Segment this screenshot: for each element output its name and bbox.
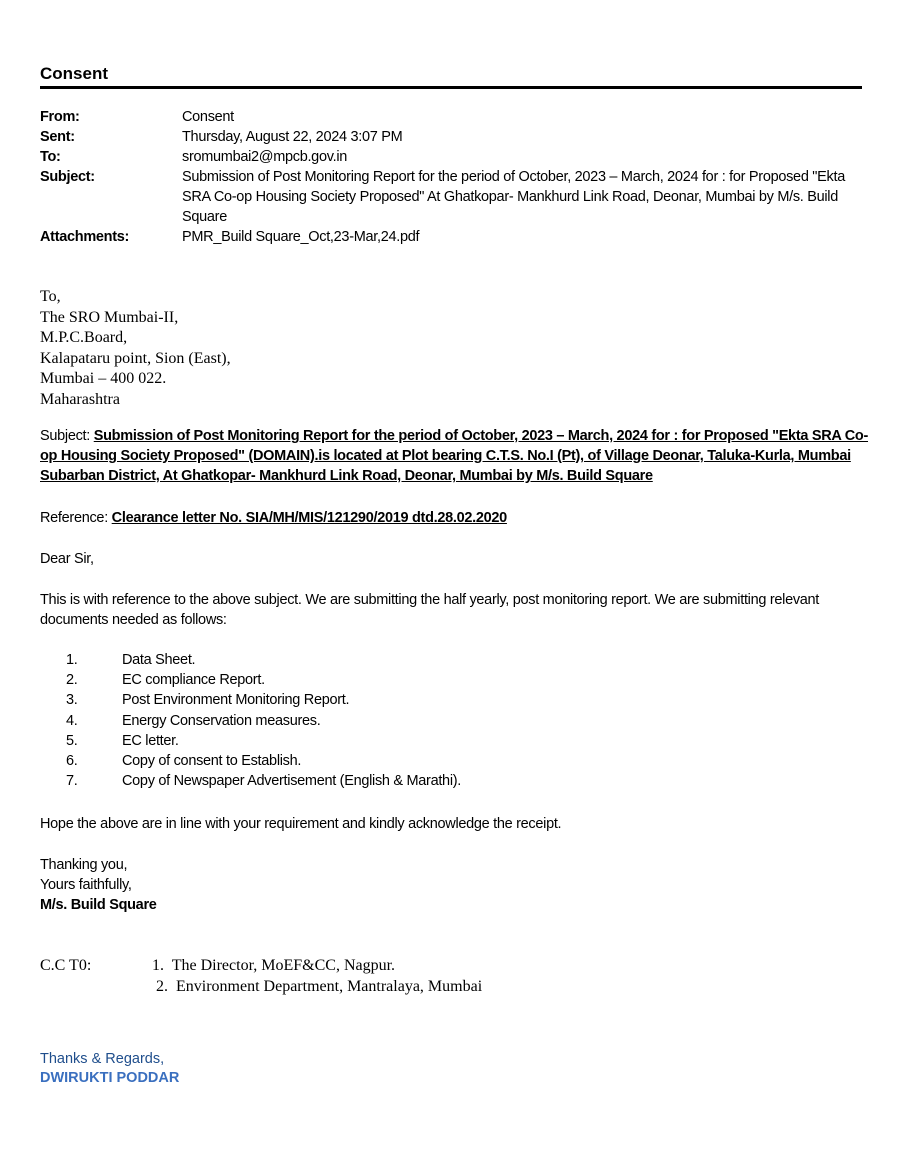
subject-label: Subject: [40, 428, 94, 444]
greeting: Dear Sir, [40, 551, 94, 567]
header-label: From: [40, 109, 80, 125]
header-subject [40, 167, 870, 227]
list-item: 7. Copy of Newspaper Advertisement (English & Marathi). [66, 773, 461, 790]
signer-name: DWIRUKTI PODDAR [40, 1070, 180, 1086]
header-label: Subject: [40, 169, 95, 185]
email-title: Consent [40, 64, 108, 83]
recipient: sromumbai2@mpcb.gov.in [182, 149, 348, 165]
address-line: Kalapataru point, Sion (East), [40, 349, 231, 367]
address-line: Maharashtra [40, 390, 120, 408]
cc-item: 1. The Director, MoEF&CC, Nagpur. [152, 957, 396, 974]
regards: Thanks & Regards, [40, 1051, 165, 1067]
header-to [40, 147, 870, 167]
reference-label: Reference: [40, 510, 112, 526]
closing-paragraph: Hope the above are in line with your requirement and kindly acknowledge the receipt. [40, 816, 562, 832]
attachment-link[interactable]: PMR_Build Square_Oct,23-Mar,24.pdf [182, 229, 420, 245]
address-line: M.P.C.Board, [40, 329, 128, 346]
address-line: Mumbai – 400 022. [40, 370, 167, 387]
header-from [40, 107, 870, 127]
header-attachments [40, 227, 870, 247]
cc-item: 2. Environment Department, Mantralaya, Mumbai [152, 977, 483, 995]
letter-subject [40, 426, 870, 486]
address-line: The SRO Mumbai-II, [40, 308, 179, 326]
list-item: 3. Post Environment Monitoring Report. [66, 692, 350, 709]
intro-paragraph: This is with reference to the above subject. We are submitting the half yearly, post monitoring report. We are submitting relevant documents needed as follows: [40, 592, 820, 628]
letter-reference [40, 508, 870, 528]
title-divider [40, 86, 862, 89]
list-item: 6. Copy of consent to Establish. [66, 753, 302, 770]
header-label: Sent: [40, 129, 75, 145]
cc-label: C.C T0: [40, 957, 92, 974]
cc-list [152, 956, 482, 997]
subject: Submission of Post Monitoring Report for the period of October, 2023 – March, 2024 for : for Proposed "Ekta SRA Co-op Housing Society Proposed" At Ghatkopar- Mankhurd Link Road, Deonar, Mumbai by M/s. Build Square [182, 169, 845, 225]
subject-text: Submission of Post Monitoring Report for the period of October, 2023 – March, 2024 for : for Proposed "Ekta SRA Co-op Housing Society Proposed" (DOMAIN).is located at Plot bearing C.T.S. No.I (Pt), of Village Deonar, Taluka-Kurla, Mumbai Subarban District, At Ghatkopar- Mankhurd Link Road, Deonar, Mumbai by M/s. Build Square [40, 428, 869, 484]
header-label: To: [40, 149, 61, 165]
email-headers [40, 107, 870, 247]
list-item: 4. Energy Conservation measures. [66, 712, 321, 729]
sign-off [40, 855, 870, 915]
yours-line: Yours faithfully, [40, 877, 132, 893]
list-item: 2. EC compliance Report. [66, 672, 265, 689]
list-item: 5. EC letter. [66, 732, 179, 749]
thanking-line: Thanking you, [40, 857, 128, 873]
header-sent [40, 127, 870, 147]
sender: Consent [182, 109, 234, 125]
signature [40, 1050, 179, 1088]
sent-date: Thursday, August 22, 2024 3:07 PM [182, 129, 403, 145]
reference-text: Clearance letter No. SIA/MH/MIS/121290/2019 dtd.28.02.2020 [111, 510, 507, 526]
company-name: M/s. Build Square [40, 897, 157, 913]
documents-list [40, 650, 461, 791]
cc-block [40, 956, 482, 997]
address-line: To, [40, 288, 61, 305]
recipient-address [40, 287, 231, 410]
header-label: Attachments: [40, 229, 130, 245]
list-item: 1. Data Sheet. [66, 652, 196, 668]
